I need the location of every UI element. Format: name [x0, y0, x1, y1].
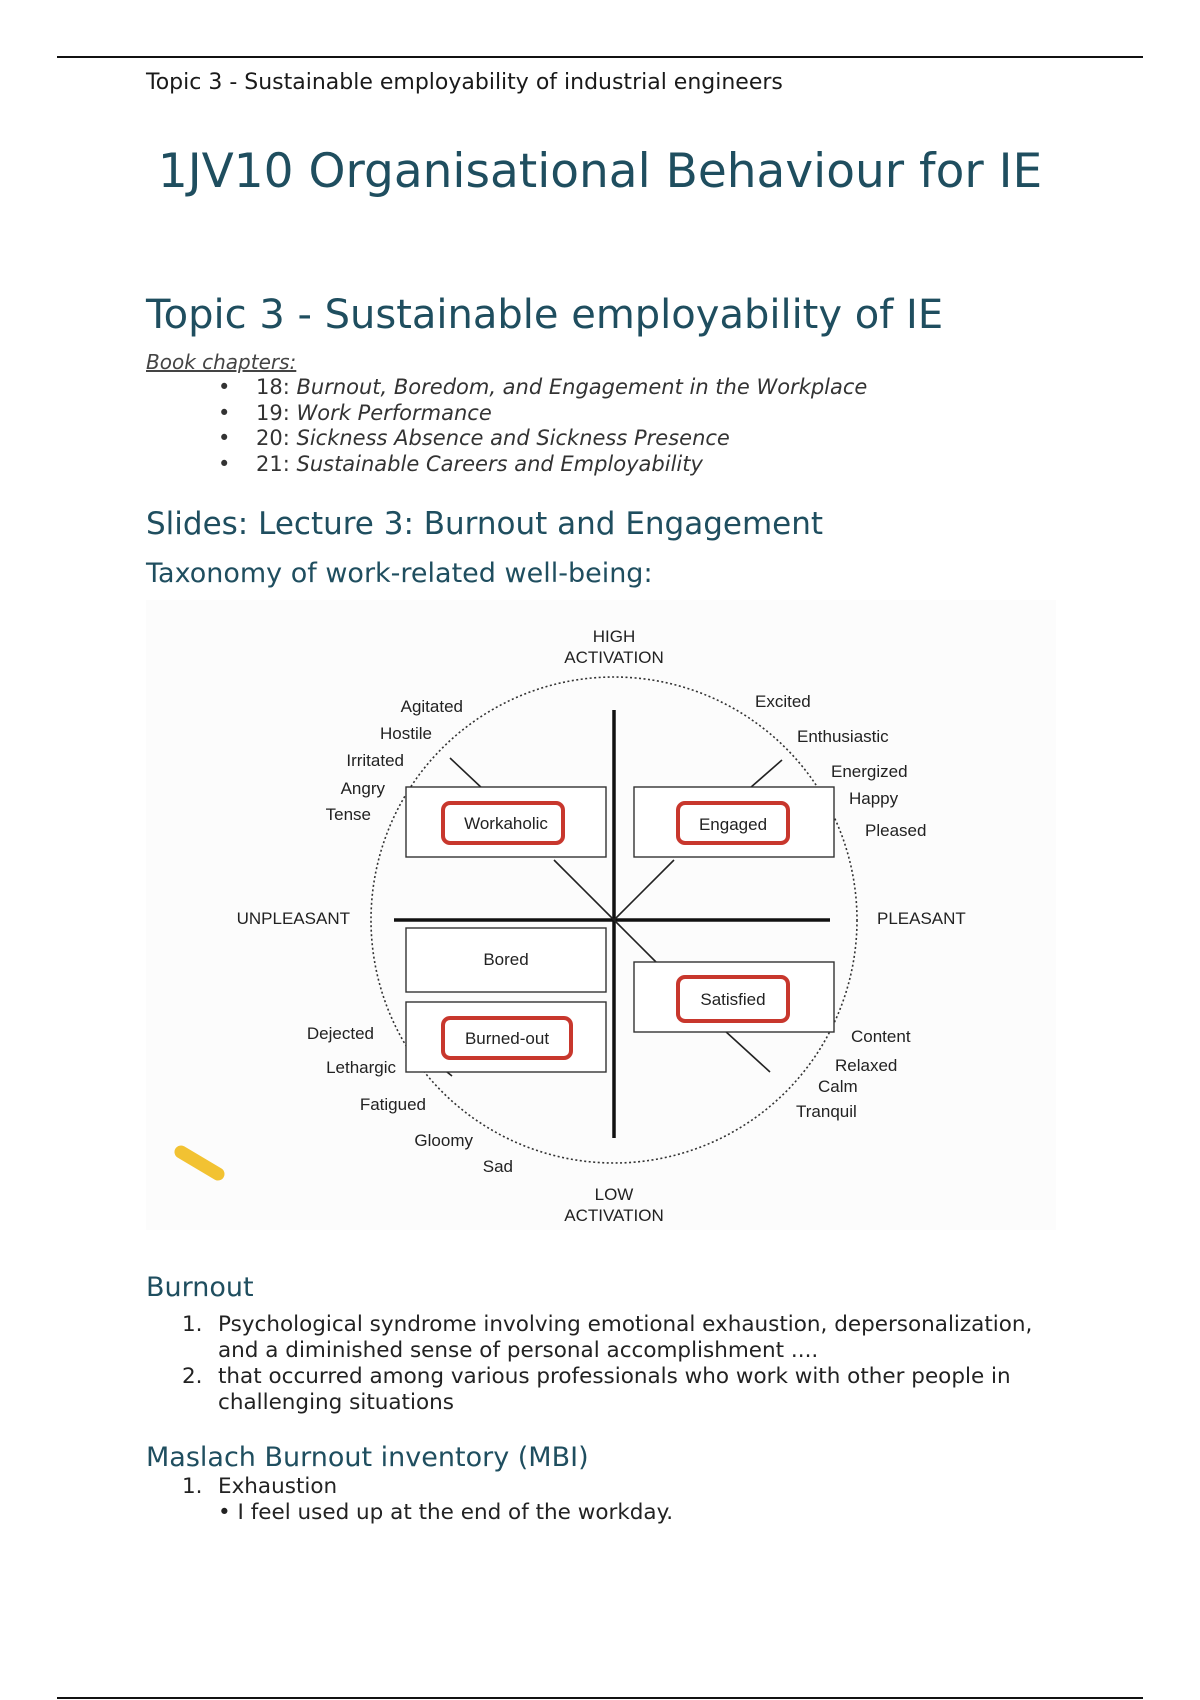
affect-word: Content — [851, 1027, 911, 1046]
quadrant-label-burned-out: Burned-out — [464, 1029, 550, 1048]
burnout-heading: Burnout — [146, 1272, 254, 1303]
affect-word: Lethargic — [326, 1058, 396, 1077]
list-item — [146, 1312, 1076, 1364]
quadrant-label-satisfied: Satisfied — [700, 990, 766, 1009]
bullet: • — [218, 375, 231, 399]
affect-word: Agitated — [400, 697, 463, 716]
bullet: • — [218, 426, 231, 450]
chapter-title: Burnout, Boredom, and Engagement in the Workplace — [296, 375, 868, 399]
affect-word: Tense — [325, 805, 371, 824]
axis-label-unpleasant: UNPLEASANT — [236, 909, 350, 928]
bottom-rule — [57, 1697, 1143, 1699]
list-item — [146, 401, 867, 427]
mbi-heading: Maslach Burnout inventory (MBI) — [146, 1442, 589, 1473]
list-item — [146, 375, 867, 401]
quadrant-label-workaholic: Workaholic — [464, 814, 548, 833]
chapter-title: Sickness Absence and Sickness Presence — [296, 426, 730, 450]
axis-label-activation: ACTIVATION — [564, 1206, 664, 1225]
list-number: 1. — [182, 1474, 203, 1499]
list-number: 2. — [182, 1364, 203, 1389]
affect-word: Excited — [755, 692, 811, 711]
list-item — [146, 426, 867, 452]
affect-word: Pleased — [865, 821, 927, 840]
list-item — [146, 1364, 1076, 1416]
bullet: • — [218, 451, 231, 476]
list-item — [146, 1474, 337, 1500]
quadrant-label-bored: Bored — [483, 950, 529, 969]
list-text: Exhaustion — [218, 1474, 338, 1499]
affect-word: Tranquil — [796, 1102, 857, 1121]
book-chapters-label: Book chapters: — [146, 350, 297, 374]
axis-label-high: HIGH — [592, 627, 636, 646]
chapter-title: Work Performance — [296, 400, 492, 425]
affect-word: Hostile — [380, 724, 432, 743]
taxonomy-diagram — [146, 600, 1056, 1230]
slides-heading: Slides: Lecture 3: Burnout and Engagement — [146, 506, 824, 542]
affect-word: Dejected — [306, 1024, 374, 1043]
affect-word: Sad — [482, 1157, 513, 1176]
list-item — [146, 452, 867, 478]
burnout-list — [146, 1312, 1076, 1416]
chapter-title: Sustainable Careers and Employability — [296, 451, 703, 476]
highlighter-mark — [181, 1152, 218, 1174]
affect-word: Gloomy — [414, 1131, 473, 1150]
bullet: • — [218, 400, 231, 425]
quadrant-label-engaged: Engaged — [698, 815, 768, 834]
wellbeing-taxonomy-figure — [146, 600, 1056, 1230]
top-rule — [57, 56, 1143, 58]
mbi-sub-item: • I feel used up at the end of the workday. — [218, 1500, 674, 1525]
affect-word: Enthusiastic — [797, 727, 889, 746]
list-text: that occurred among various professionals who work with other people in challenging situations — [218, 1364, 1011, 1415]
list-number: 1. — [182, 1312, 203, 1337]
document-title: 1JV10 Organisational Behaviour for IE — [157, 144, 1043, 199]
affect-word: Fatigued — [359, 1095, 426, 1114]
chapter-number: 18: — [256, 375, 290, 399]
running-header: Topic 3 - Sustainable employability of industrial engineers — [146, 70, 783, 95]
affect-word: Relaxed — [835, 1056, 898, 1075]
chapter-number: 19: — [256, 400, 290, 425]
axis-label-activation: ACTIVATION — [564, 648, 664, 667]
affect-word: Energized — [831, 762, 908, 781]
chapter-number: 21: — [256, 451, 290, 476]
chapter-list — [146, 375, 867, 477]
affect-word: Calm — [818, 1077, 858, 1096]
axis-label-pleasant: PLEASANT — [877, 909, 966, 928]
affect-word: Angry — [340, 779, 385, 798]
list-text: Psychological syndrome involving emotional exhaustion, depersonalization, and a diminished sense of personal accomplishment .... — [218, 1312, 1033, 1363]
axis-label-low: LOW — [594, 1185, 634, 1204]
affect-word: Happy — [849, 789, 899, 808]
topic-heading: Topic 3 - Sustainable employability of IE — [146, 292, 944, 338]
taxonomy-heading: Taxonomy of work-related well-being: — [146, 558, 653, 589]
chapter-number: 20: — [256, 426, 290, 450]
affect-word: Irritated — [346, 751, 404, 770]
mbi-list — [146, 1474, 337, 1500]
